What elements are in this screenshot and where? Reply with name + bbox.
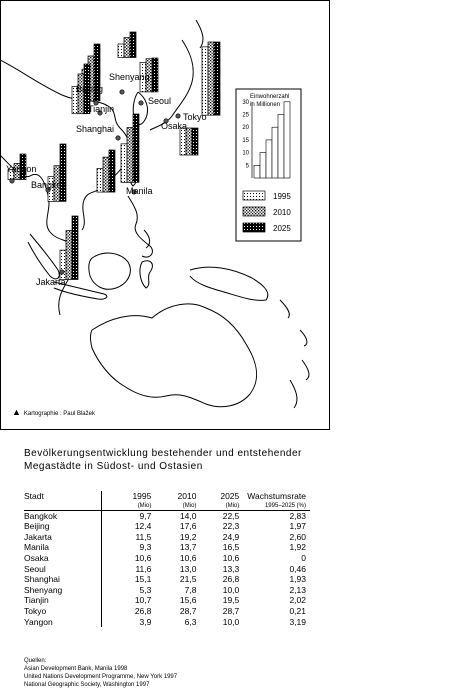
table-header-row bbox=[24, 491, 310, 502]
cell-2025: 10,0 bbox=[222, 616, 240, 627]
bar-tokyo-1995 bbox=[202, 47, 208, 115]
cell-city: Tokyo bbox=[24, 606, 101, 617]
cell-2025: 10,0 bbox=[222, 584, 240, 595]
table-body bbox=[24, 510, 310, 627]
legend-scale-tick-label: 25 bbox=[242, 112, 249, 119]
cell-city: Tianjin bbox=[24, 595, 101, 606]
table-row bbox=[24, 553, 310, 564]
city-label-seoul: Seoul bbox=[148, 96, 172, 106]
unit-2010: (Mio) bbox=[151, 502, 196, 511]
bar-shanghai-2025 bbox=[133, 114, 139, 182]
cell-2025: 10,6 bbox=[222, 552, 240, 563]
legend-scale-bar bbox=[278, 115, 284, 179]
cell-1995: 10,6 bbox=[134, 552, 152, 563]
legend-swatch-1995 bbox=[243, 191, 265, 200]
cell-2010: 14,0 bbox=[179, 510, 197, 521]
city-label-beijing: Beijing bbox=[76, 84, 104, 94]
bar-shanghai-1995 bbox=[121, 144, 127, 183]
city-label-tianjin: Tianjin bbox=[88, 104, 115, 114]
cell-growth: 0 bbox=[301, 552, 306, 563]
legend-scale-bar bbox=[260, 153, 266, 178]
bar-seoul-2025 bbox=[152, 58, 158, 92]
table-row bbox=[24, 574, 310, 585]
header-city: Stadt bbox=[24, 491, 101, 502]
cell-city: Osaka bbox=[24, 553, 101, 564]
cell-2010: 28,7 bbox=[179, 605, 197, 616]
cell-city: Bangkok bbox=[24, 510, 101, 521]
cell-2025: 28,7 bbox=[222, 605, 240, 616]
cell-2010: 19,2 bbox=[179, 531, 197, 542]
table-row bbox=[24, 510, 310, 521]
table-row bbox=[24, 606, 310, 617]
cell-2010: 21,5 bbox=[179, 574, 197, 585]
cell-city: Beijing bbox=[24, 521, 101, 532]
map-canvas bbox=[0, 0, 330, 430]
legend-swatch-2010 bbox=[243, 207, 265, 216]
unit-1995: (Mio) bbox=[101, 502, 151, 511]
cell-2010: 13,0 bbox=[179, 563, 197, 574]
cell-2025: 24,9 bbox=[222, 531, 240, 542]
cell-2010: 13,7 bbox=[179, 542, 197, 553]
legend-title-line2: in Millionen bbox=[250, 102, 281, 108]
legend-scale-bar bbox=[284, 102, 290, 178]
cell-growth: 2,13 bbox=[289, 584, 306, 595]
unit-growth: 1995–2025 (%) bbox=[239, 502, 310, 511]
cell-2010: 6,3 bbox=[184, 616, 197, 627]
legend-scale-bar bbox=[254, 165, 260, 178]
cell-2010: 17,6 bbox=[179, 521, 197, 532]
bar-jakarta-2025 bbox=[72, 216, 78, 279]
cell-growth: 1,92 bbox=[289, 542, 306, 553]
cell-2025: 13,3 bbox=[222, 563, 240, 574]
bar-osaka-1995 bbox=[180, 128, 186, 155]
bar-manila-2025 bbox=[109, 150, 115, 192]
cell-growth: 0,46 bbox=[289, 563, 306, 574]
table-row bbox=[24, 532, 310, 543]
bar-shenyang-2010 bbox=[124, 38, 130, 58]
bar-shenyang-2025 bbox=[130, 32, 136, 58]
header-2025: 2025 bbox=[220, 491, 240, 501]
cell-city: Seoul bbox=[24, 564, 101, 575]
legend-scale-tick-label: 10 bbox=[242, 150, 249, 157]
map-panel bbox=[0, 0, 330, 430]
north-arrow-icon: ▲ bbox=[12, 407, 21, 417]
bar-jakarta-1995 bbox=[60, 250, 66, 279]
table-row bbox=[24, 542, 310, 553]
legend-scale-bar bbox=[266, 140, 272, 178]
source-item: Asian Development Bank, Manila 1998 bbox=[24, 666, 128, 672]
city-marker-tokyo bbox=[176, 114, 180, 118]
city-label-manila: Manila bbox=[126, 186, 153, 196]
table-row bbox=[24, 595, 310, 606]
cell-2010: 15,6 bbox=[179, 595, 197, 606]
table-row bbox=[24, 617, 310, 628]
bar-osaka-2010 bbox=[186, 128, 192, 155]
source-item: National Geographic Society, Washington 1997 bbox=[24, 682, 150, 688]
cell-1995: 9,7 bbox=[139, 510, 152, 521]
cell-1995: 11,5 bbox=[135, 531, 152, 542]
table-title: Bevölkerungsentwicklung bestehender und entstehender Megastädte in Südost- und Ostasien bbox=[24, 448, 302, 472]
legend-year-label: 1995 bbox=[273, 192, 291, 201]
cell-growth: 2,60 bbox=[289, 531, 306, 542]
cell-1995: 11,6 bbox=[135, 563, 152, 574]
cell-growth: 3,19 bbox=[289, 616, 306, 627]
cell-growth: 1,93 bbox=[289, 574, 306, 585]
sources bbox=[24, 657, 177, 689]
cell-2025: 26,8 bbox=[222, 574, 240, 585]
header-2010: 2010 bbox=[177, 491, 197, 501]
cell-1995: 12,4 bbox=[134, 521, 152, 532]
cell-2025: 22,5 bbox=[222, 510, 240, 521]
cell-city: Jakarta bbox=[24, 532, 101, 543]
city-marker-yangon bbox=[10, 179, 14, 183]
cell-growth: 1,97 bbox=[289, 521, 306, 532]
legend-title-line1: Einwohnerzahl bbox=[250, 94, 290, 100]
cell-city: Shanghai bbox=[24, 574, 101, 585]
cell-2010: 7,8 bbox=[184, 584, 197, 595]
table-row bbox=[24, 564, 310, 575]
legend-scale-bar bbox=[272, 127, 278, 178]
table-row bbox=[24, 521, 310, 532]
table-row bbox=[24, 585, 310, 596]
cell-2025: 22,3 bbox=[222, 521, 240, 532]
cell-1995: 15,1 bbox=[134, 574, 152, 585]
cell-1995: 26,8 bbox=[134, 605, 152, 616]
city-label-shanghai: Shanghai bbox=[76, 124, 115, 134]
city-marker-seoul bbox=[139, 101, 143, 105]
legend-scale-tick-label: 15 bbox=[242, 137, 249, 144]
cell-1995: 3,9 bbox=[139, 616, 152, 627]
bar-manila-2010 bbox=[103, 157, 109, 192]
bar-shenyang-1995 bbox=[118, 44, 124, 58]
legend-scale-tick-label: 5 bbox=[245, 163, 249, 170]
bar-bangkok-2025 bbox=[60, 144, 66, 201]
header-growth: Wachstumsrate bbox=[247, 491, 306, 501]
bar-jakarta-2010 bbox=[66, 231, 72, 280]
table-units-row bbox=[24, 502, 310, 511]
cell-1995: 10,7 bbox=[134, 595, 152, 606]
cell-1995: 9,3 bbox=[139, 542, 152, 553]
city-label-jakarta: Jakarta bbox=[36, 277, 66, 287]
city-marker-shanghai bbox=[116, 136, 120, 140]
bar-tokyo-2025 bbox=[214, 42, 220, 115]
cell-2025: 19,5 bbox=[222, 595, 240, 606]
city-marker-jakarta bbox=[60, 270, 64, 274]
credit-text: Kartographie : Paul Blažek bbox=[23, 411, 95, 417]
cell-city: Shenyang bbox=[24, 585, 101, 596]
cell-2010: 10,6 bbox=[179, 552, 197, 563]
source-item: United Nations Development Programme, New York 1997 bbox=[24, 674, 178, 680]
city-label-shenyang: Shenyang bbox=[109, 72, 150, 82]
city-label-bangkok: Bangkok bbox=[31, 180, 67, 190]
cell-city: Yangon bbox=[24, 617, 101, 628]
cell-growth: 2,02 bbox=[289, 595, 306, 606]
header-1995: 1995 bbox=[132, 491, 152, 501]
legend-scale-tick-label: 20 bbox=[242, 125, 249, 132]
cell-growth: 0,21 bbox=[289, 605, 306, 616]
cell-city: Manila bbox=[24, 542, 101, 553]
unit-2025: (Mio) bbox=[196, 502, 239, 511]
unit-city-blank bbox=[24, 502, 101, 511]
map-legend bbox=[236, 89, 301, 241]
city-label-tokyo: Tokyo bbox=[183, 112, 207, 122]
cell-growth: 2,83 bbox=[289, 510, 306, 521]
bar-tokyo-2010 bbox=[208, 42, 214, 115]
legend-year-label: 2025 bbox=[273, 224, 291, 233]
cell-1995: 5,3 bbox=[139, 584, 152, 595]
bar-manila-1995 bbox=[97, 168, 103, 192]
bar-shanghai-2010 bbox=[127, 128, 133, 183]
legend-swatch-2025 bbox=[243, 223, 265, 232]
map-credit bbox=[12, 407, 95, 417]
city-marker-shenyang bbox=[120, 90, 124, 94]
legend-scale-tick-label: 30 bbox=[242, 99, 249, 106]
bar-osaka-2025 bbox=[192, 128, 198, 155]
population-table bbox=[24, 491, 310, 627]
sources-label: Quellen: bbox=[24, 658, 47, 664]
city-label-yangon: Yangon bbox=[6, 164, 37, 174]
cell-2025: 16,5 bbox=[222, 542, 240, 553]
city-label-osaka: Osaka bbox=[161, 121, 188, 131]
legend-year-label: 2010 bbox=[273, 208, 291, 217]
